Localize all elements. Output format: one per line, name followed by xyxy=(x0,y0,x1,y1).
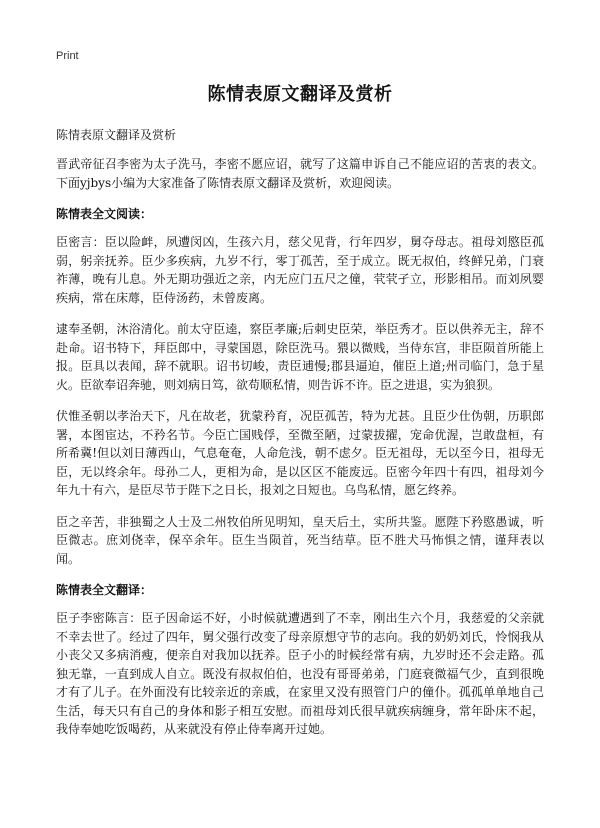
paragraph: 逮奉圣朝，沐浴清化。前太守臣逵，察臣孝廉;后刺史臣荣，举臣秀才。臣以供养无主，辞不赴命。诏书特下，拜臣郎中，寻蒙国恩，除臣洗马。猥以微贱，当侍东宫，非臣陨首所能上报。臣具以表闻，辞不就职。诏书切峻，责臣逋慢;郡县逼迫，催臣上道;州司临门，急于星火。臣欲奉诏奔驰，则刘病日笃，欲苟顺私情，则告诉不许。臣之进退，实为狼狈。 xyxy=(56,322,544,392)
paragraph: 臣之辛苦，非独蜀之人士及二州牧伯所见明知，皇天后土，实所共鉴。愿陛下矜愍愚诚，听臣微志。庶刘侥幸，保卒余年。臣生当陨首，死当结草。臣不胜犬马怖惧之情，谨拜表以闻。 xyxy=(56,514,544,566)
print-link[interactable]: Print xyxy=(56,50,79,62)
article-subtitle: 陈情表原文翻译及赏析 xyxy=(56,128,177,142)
section-translation xyxy=(56,581,544,739)
intro-paragraph: 晋武帝征召李密为太子洗马，李密不愿应诏，就写了这篇申诉自己不能应诏的苦衷的表文。下面yjbys小编为大家准备了陈情表原文翻译及赏析，欢迎阅读。 xyxy=(56,157,544,190)
section-heading: 陈情表全文阅读： xyxy=(56,207,153,221)
paragraph: 伏惟圣朝以孝治天下，凡在故老，犹蒙矜育，况臣孤苦，特为尤甚。且臣少仕伪朝，历职郎署，本图宦达，不矜名节。今臣亡国贱俘，至微至陋，过蒙拔擢，宠命优渥，岂敢盘桓，有所希冀!但以刘日薄西山，气息奄奄，人命危浅，朝不虑夕。臣无祖母，无以至今日，祖母无臣，无以终余年。母孙二人，更相为命，是以区区不能废远。臣密今年四十有四，祖母刘今年九十有六，是臣尽节于陛下之日长，报刘之日短也。乌鸟私情，愿乞终养。 xyxy=(56,409,544,497)
section-original-text xyxy=(56,205,544,568)
section-heading: 陈情表全文翻译： xyxy=(56,583,153,597)
page-title: 陈情表原文翻译及赏析 xyxy=(207,84,393,105)
paragraph: 臣密言：臣以险衅，夙遭闵凶，生孩六月，慈父见背，行年四岁，舅夺母志。祖母刘愍臣孤弱，躬亲抚养。臣少多疾病，九岁不行，零丁孤苦，至于成立。既无叔伯，终鲜兄弟，门衰祚薄，晚有儿息。外无期功强近之亲，内无应门五尺之僮，茕茕孑立，形影相吊。而刘夙婴疾病，常在床蓐，臣侍汤药，未曾废离。 xyxy=(56,235,544,305)
paragraph: 臣子李密陈言：臣子因命运不好，小时候就遭遇到了不幸，刚出生六个月，我慈爱的父亲就不幸去世了。经过了四年，舅父强行改变了母亲原想守节的志向。我的奶奶刘氏，怜悯我从小丧父又多病消瘦，便亲自对我加以抚养。臣子小的时候经常有病，九岁时还不会走路。孤独无靠，一直到成人自立。既没有叔叔伯伯，也没有哥哥弟弟，门庭衰微福气少，直到很晚才有了儿子。在外面没有比较亲近的亲戚，在家里又没有照管门户的僮仆。孤孤单单地自己生活，每天只有自己的身体和影子相互安慰。而祖母刘氏很早就疾病缠身，常年卧床不起，我侍奉她吃饭喝药，从来就没有停止侍奉离开过她。 xyxy=(56,611,544,736)
